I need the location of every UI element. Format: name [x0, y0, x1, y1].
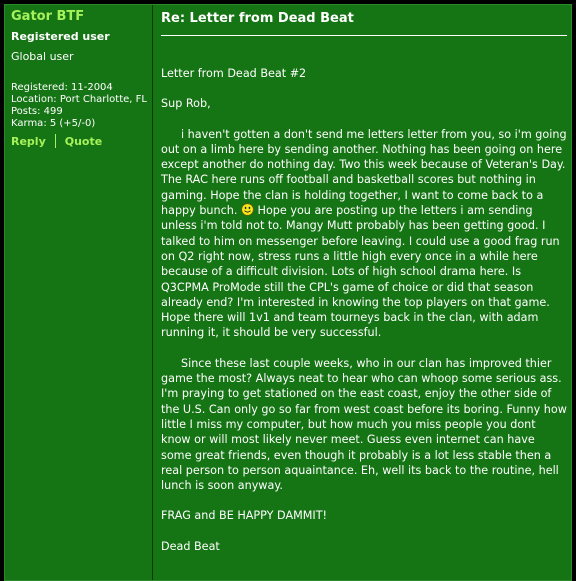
smiley-icon — [241, 203, 254, 216]
post-signature: Dead Beat — [161, 539, 220, 553]
post-actions — [11, 134, 102, 148]
post-greeting: Sup Rob, — [161, 97, 211, 111]
author-registered: Registered: 11-2004 — [11, 82, 113, 93]
author-name[interactable]: Gator BTF — [11, 9, 85, 24]
forum-post — [4, 4, 572, 581]
action-divider — [55, 134, 56, 148]
paragraph-2-text: Since these last couple weeks, who in our clan has improved thier game the most? Always neat to hear who can whoop some serious ass. I'm praying to get stationed on the east coast, enjoy the other side of the U.S. Can only go so far from west coast before its boring. Funny how little I miss my computer, but how much you miss people you dont know or will most likely never meet. Guess even internet can have some great friends, even though it probably is a lot less stable then a real person to person aquaintance. Eh, well its back to the routine, hell lunch is soon anyway. — [161, 356, 567, 493]
post-title-line: Letter from Dead Beat #2 — [161, 67, 307, 80]
author-karma: Karma: 5 (+5/-0) — [11, 118, 96, 129]
subject-divider — [161, 35, 567, 36]
post-closing: FRAG and BE HAPPY DAMMIT! — [161, 509, 328, 523]
author-info — [11, 82, 147, 130]
paragraph-1-text-a: i haven't gotten a don't send me letters letter from you, so i'm going out on a limb here by sending another. Nothing has been going on here except another do nothing day. Two this week because of Veteran's Day. The RAC here runs off football and basketball scores but nothing in gaming. Hope the clan is holding together, I want to come back to a happy bunch. — [161, 127, 567, 218]
author-group: Global user — [11, 50, 74, 63]
post-paragraph-2 — [161, 356, 567, 494]
post-body — [161, 66, 567, 554]
quote-link[interactable]: Quote — [64, 134, 103, 148]
reply-link[interactable]: Reply — [11, 134, 46, 148]
post-content — [154, 5, 571, 580]
author-rank: Registered user — [11, 30, 110, 43]
post-paragraph-1 — [161, 127, 567, 341]
author-location: Location: Port Charlotte, FL — [11, 94, 147, 105]
author-posts: Posts: 499 — [11, 106, 63, 117]
paragraph-1-text-b: Hope you are posting up the letters i am sending unless i'm told not to. Mangy Mutt probably has been getting good. I talked to him on messenger before leaving. I could use a good frag run on Q2 right now, stress runs a little high every once in a while here because of a difficult division. Lots of high school drama here. Is Q3CPMA ProMode still the CPL's game of choice or did that season already end? I'm interested in knowing the top players on that game. Hope there will 1v1 and team tourneys back in the clan, with adam running it, it should be very successful. — [161, 204, 560, 340]
author-sidebar — [5, 5, 153, 580]
post-subject: Re: Letter from Dead Beat — [161, 11, 354, 26]
